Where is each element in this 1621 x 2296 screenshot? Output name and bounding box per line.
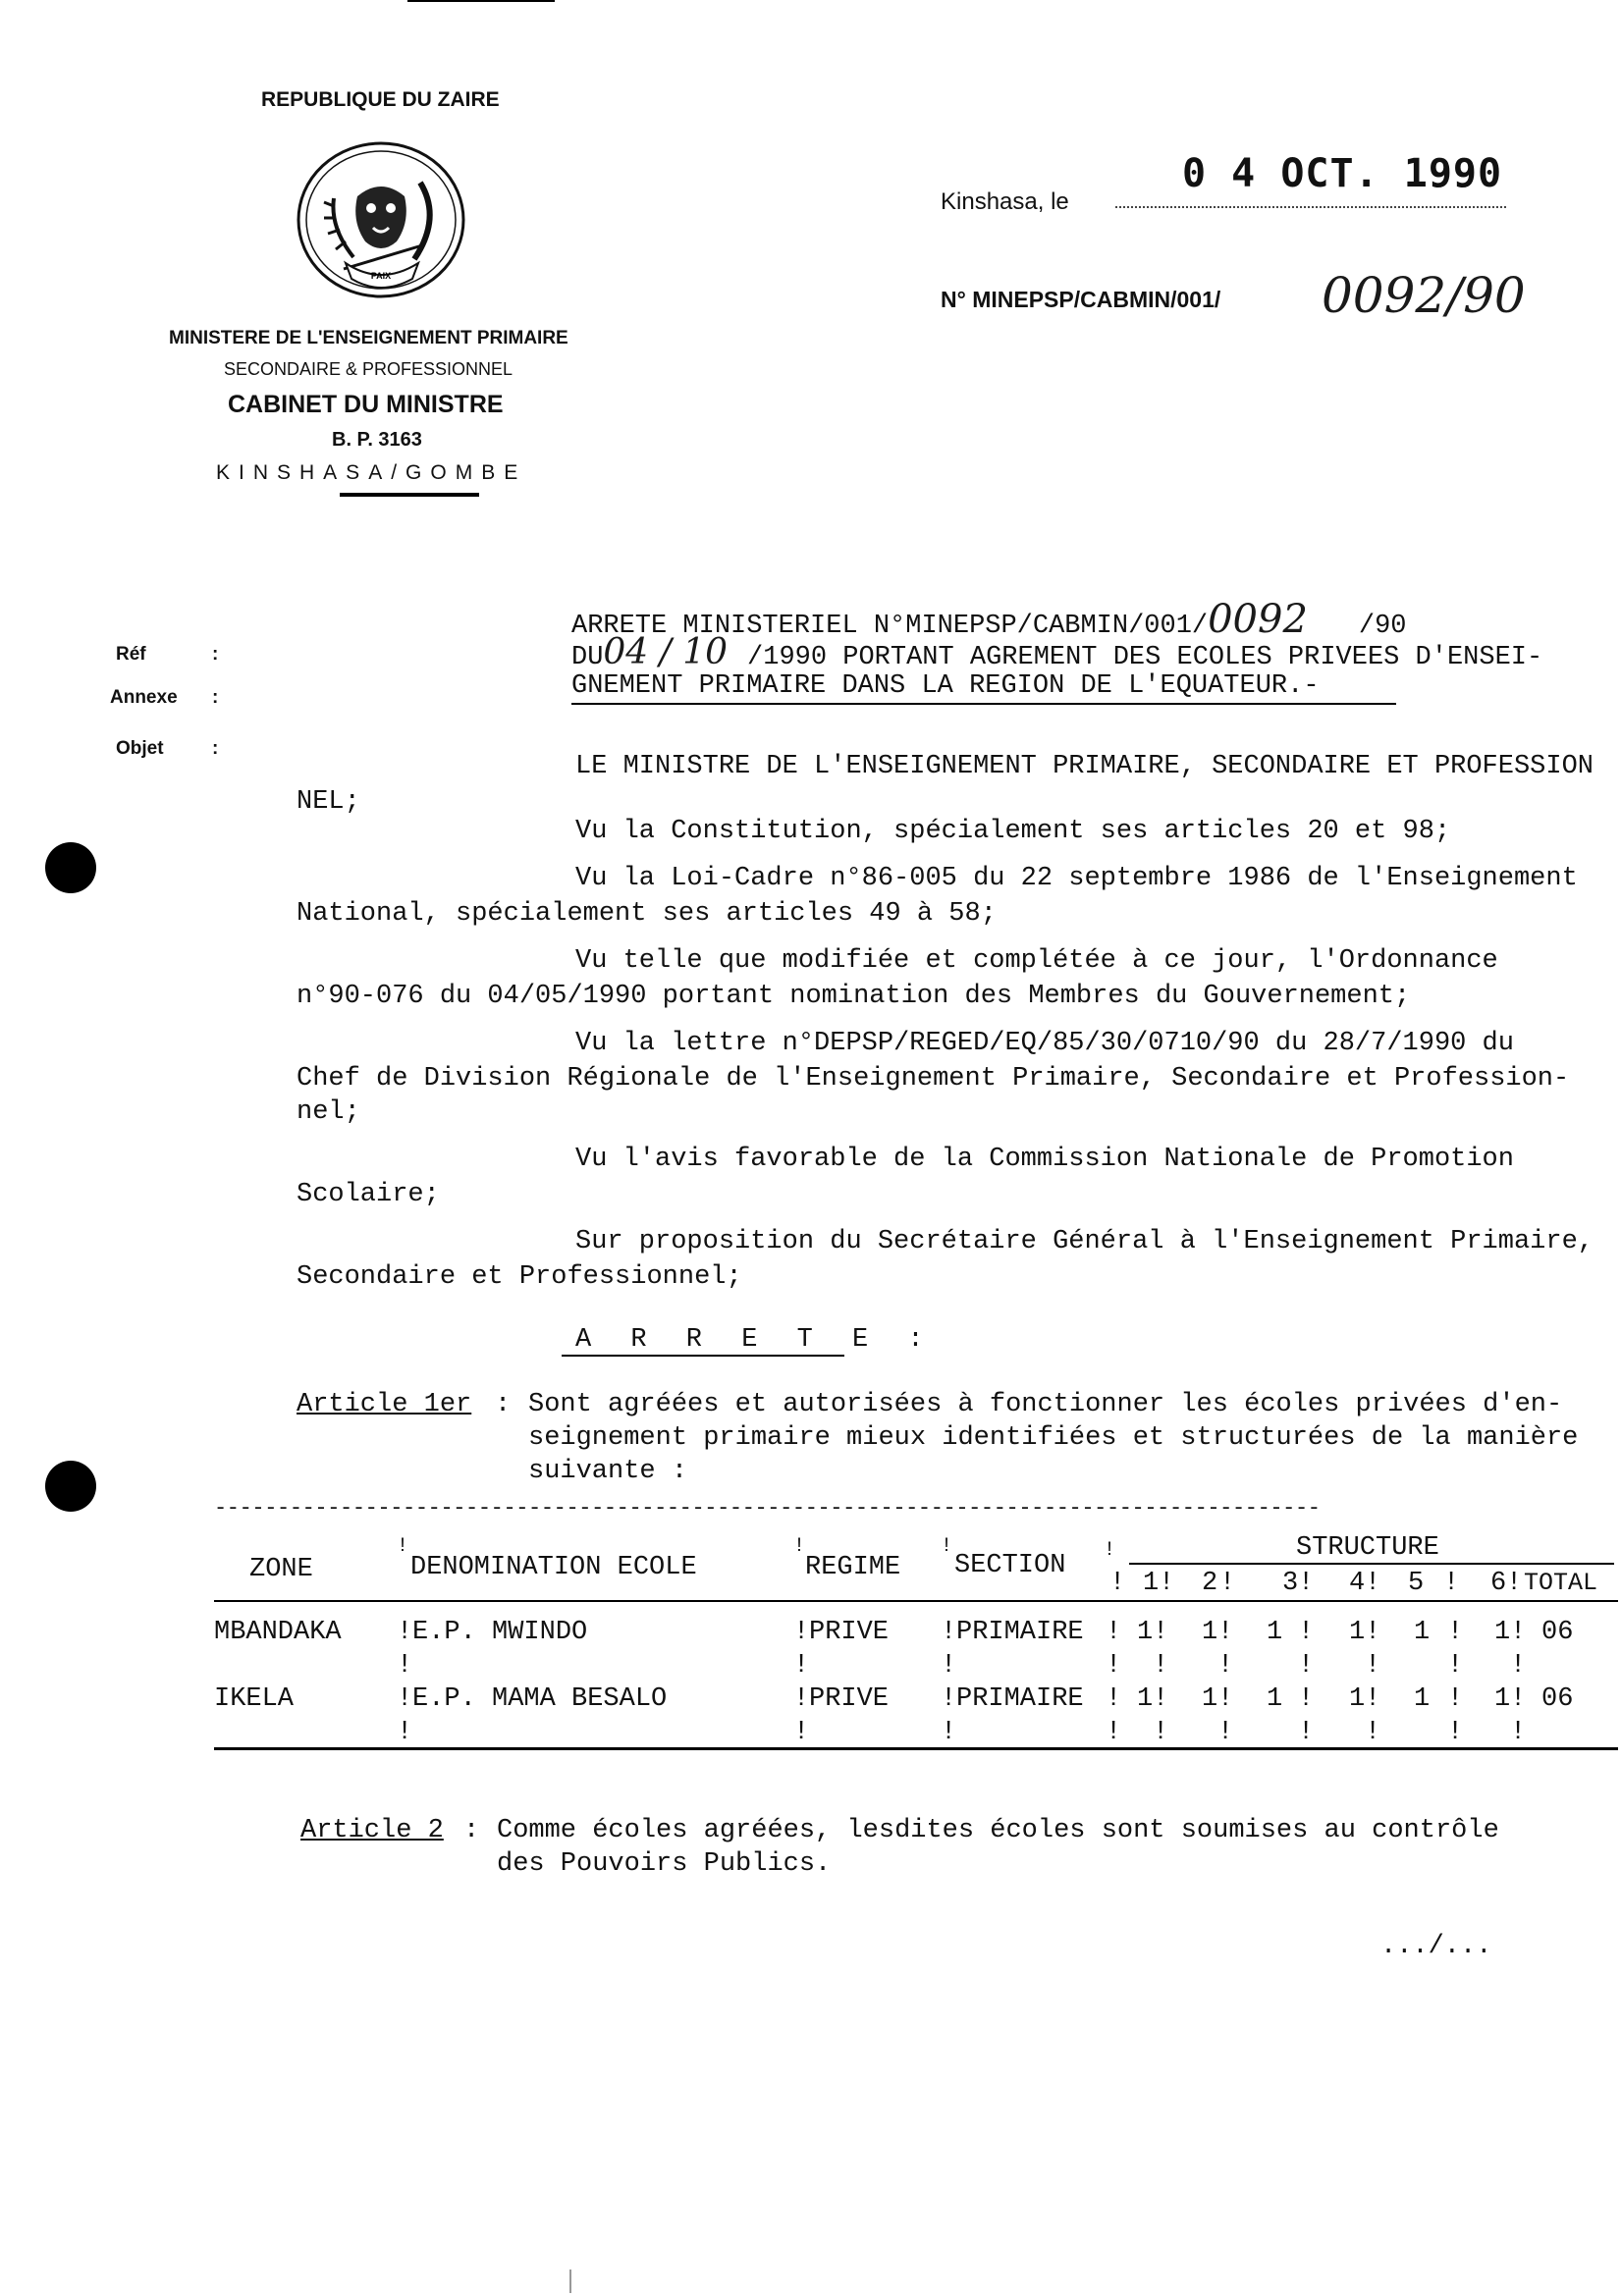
table-top-dashed-line: ---------------------------------------------------------------------------------------- bbox=[214, 1496, 1321, 1521]
row-2-c2: 1 bbox=[1202, 1684, 1218, 1714]
header-bang-2: ! bbox=[793, 1535, 806, 1558]
objet-label: Objet bbox=[116, 738, 164, 759]
row-2-bang-a: ! bbox=[397, 1684, 413, 1714]
header-bang-4: ! bbox=[1104, 1539, 1116, 1562]
ref-label: Réf bbox=[116, 644, 146, 665]
row-2-section: PRIMAIRE bbox=[956, 1684, 1084, 1714]
row-2-bang-b: ! bbox=[793, 1684, 810, 1714]
svg-text:PAIX: PAIX bbox=[370, 271, 392, 281]
considering-letter-a: Vu la lettre n°DEPSP/REGED/EQ/85/30/0710/90 du 28/7/1990 du bbox=[575, 1029, 1514, 1058]
header-bottom-line bbox=[214, 1600, 1618, 1602]
title-underline bbox=[571, 703, 1396, 705]
row-1-spacer-bang-s0: ! bbox=[1106, 1651, 1122, 1681]
row-2-spacer-bang-section: ! bbox=[941, 1718, 957, 1747]
annexe-colon: : bbox=[212, 687, 219, 708]
top-stray-line bbox=[407, 0, 555, 2]
reference-number-handwritten: 0092/90 bbox=[1322, 267, 1526, 324]
header-bang-1: ! bbox=[397, 1535, 409, 1558]
title-line-2-suffix: /1990 PORTANT AGREMENT DES ECOLES PRIVEES D'ENSEI- bbox=[747, 643, 1543, 672]
row-2-bang-h: ! bbox=[1365, 1684, 1381, 1714]
considering-framework-law-b: National, spécialement ses articles 49 à 58; bbox=[297, 899, 997, 929]
header-bang-6: ! bbox=[1159, 1569, 1175, 1598]
row-1-c3: 1 bbox=[1267, 1618, 1283, 1647]
considering-letter-b: Chef de Division Régionale de l'Enseignement Primaire, Secondaire et Profession- bbox=[297, 1064, 1570, 1094]
row-2-c6: 1 bbox=[1494, 1684, 1511, 1714]
ministry-line-1: MINISTERE DE L'ENSEIGNEMENT PRIMAIRE bbox=[169, 328, 568, 348]
row-2-spacer-bang-s5: ! bbox=[1447, 1718, 1464, 1747]
article-1-line-3: suivante : bbox=[528, 1457, 688, 1486]
header-col-2: 2 bbox=[1202, 1569, 1218, 1598]
row-1-zone: MBANDAKA bbox=[214, 1618, 342, 1647]
row-2-c5: 1 bbox=[1414, 1684, 1431, 1714]
header-col-4: 4 bbox=[1349, 1569, 1366, 1598]
considering-ordinance-b: n°90-076 du 04/05/1990 portant nomination des Membres du Gouvernement; bbox=[297, 982, 1411, 1011]
header-col-5: 5 bbox=[1408, 1569, 1425, 1598]
objet-colon: : bbox=[212, 738, 219, 759]
row-2-bang-i: ! bbox=[1447, 1684, 1464, 1714]
article-1-label: Article 1er bbox=[297, 1390, 472, 1419]
bottom-stray-mark bbox=[569, 2269, 571, 2293]
row-2-c1: 1 bbox=[1137, 1684, 1154, 1714]
row-2-bang-j: ! bbox=[1510, 1684, 1527, 1714]
article-2-line-1: Comme écoles agréées, lesdites écoles sont soumises au contrôle bbox=[497, 1816, 1499, 1845]
title-line-1-suffix: /90 bbox=[1358, 612, 1407, 641]
republic-title: REPUBLIQUE DU ZAIRE bbox=[261, 88, 500, 111]
row-1-spacer-bang-s3: ! bbox=[1298, 1651, 1315, 1681]
row-1-spacer-bang-s4: ! bbox=[1365, 1651, 1381, 1681]
article-1-line-2: seignement primaire mieux identifiées et structurées de la manière bbox=[528, 1423, 1579, 1453]
row-2-bang-e: ! bbox=[1153, 1684, 1169, 1714]
row-1-bang-c: ! bbox=[941, 1618, 957, 1647]
proposal-line-a: Sur proposition du Secrétaire Général à l'Enseignement Primaire, bbox=[575, 1227, 1594, 1256]
header-bang-10: ! bbox=[1443, 1569, 1460, 1598]
proposal-line-b: Secondaire et Professionnel; bbox=[297, 1262, 742, 1292]
article-2-separator: : bbox=[463, 1816, 480, 1845]
header-col-3: 3 bbox=[1282, 1569, 1299, 1598]
row-2-bang-d: ! bbox=[1106, 1684, 1122, 1714]
row-1-bang-h: ! bbox=[1365, 1618, 1381, 1647]
city-underline bbox=[340, 493, 479, 497]
title-line-1-handwritten: 0092 bbox=[1208, 597, 1308, 642]
table-bottom-line bbox=[214, 1747, 1618, 1750]
row-2-spacer-bang-s3: ! bbox=[1298, 1718, 1315, 1747]
minister-line-a: LE MINISTRE DE L'ENSEIGNEMENT PRIMAIRE, SECONDAIRE ET PROFESSION bbox=[575, 752, 1594, 781]
row-2-total: 06 bbox=[1541, 1684, 1574, 1714]
considering-opinion-a: Vu l'avis favorable de la Commission Nationale de Promotion bbox=[575, 1145, 1514, 1174]
row-1-bang-g: ! bbox=[1298, 1618, 1315, 1647]
row-1-spacer-bang-section: ! bbox=[941, 1651, 957, 1681]
row-1-bang-j: ! bbox=[1510, 1618, 1527, 1647]
row-2-regime: PRIVE bbox=[809, 1684, 890, 1714]
title-line-2-handwritten: 04 / 10 bbox=[603, 632, 729, 672]
considering-letter-c: nel; bbox=[297, 1097, 360, 1127]
title-line-3: GNEMENT PRIMAIRE DANS LA REGION DE L'EQUATEUR.- bbox=[571, 671, 1320, 701]
row-1-bang-b: ! bbox=[793, 1618, 810, 1647]
row-1-spacer-bang-s5: ! bbox=[1447, 1651, 1464, 1681]
header-total: TOTAL bbox=[1524, 1569, 1598, 1597]
header-bang-5: ! bbox=[1109, 1569, 1126, 1598]
row-1-denomination: E.P. MWINDO bbox=[412, 1618, 588, 1647]
row-2-spacer-bang-regime: ! bbox=[793, 1718, 810, 1747]
row-2-bang-f: ! bbox=[1217, 1684, 1234, 1714]
row-1-regime: PRIVE bbox=[809, 1618, 890, 1647]
header-bang-7: ! bbox=[1219, 1569, 1236, 1598]
row-2-spacer-bang-s0: ! bbox=[1106, 1718, 1122, 1747]
row-2-spacer-bang-s2: ! bbox=[1217, 1718, 1234, 1747]
row-1-bang-f: ! bbox=[1217, 1618, 1234, 1647]
header-structure: STRUCTURE bbox=[1296, 1533, 1439, 1563]
row-1-spacer-bang-s2: ! bbox=[1217, 1651, 1234, 1681]
considering-ordinance-a: Vu telle que modifiée et complétée à ce jour, l'Ordonnance bbox=[575, 946, 1498, 976]
city-line: KINSHASA/GOMBE bbox=[216, 461, 527, 484]
considering-framework-law-a: Vu la Loi-Cadre n°86-005 du 22 septembre 1986 de l'Enseignement bbox=[575, 864, 1578, 893]
cabinet-title: CABINET DU MINISTRE bbox=[228, 391, 504, 418]
reference-number-label: N° MINEPSP/CABMIN/001/ bbox=[941, 287, 1221, 312]
row-1-c4: 1 bbox=[1349, 1618, 1366, 1647]
row-1-c5: 1 bbox=[1414, 1618, 1431, 1647]
header-bang-3: ! bbox=[941, 1535, 953, 1558]
row-1-spacer-bang-regime: ! bbox=[793, 1651, 810, 1681]
header-bang-11: ! bbox=[1506, 1569, 1523, 1598]
row-1-bang-a: ! bbox=[397, 1618, 413, 1647]
row-1-total: 06 bbox=[1541, 1618, 1574, 1647]
article-2-label: Article 2 bbox=[300, 1816, 444, 1845]
article-1-line-1: Sont agréées et autorisées à fonctionner les écoles privées d'en- bbox=[528, 1390, 1563, 1419]
row-2-c3: 1 bbox=[1267, 1684, 1283, 1714]
header-col-6: 6 bbox=[1490, 1569, 1507, 1598]
row-1-section: PRIMAIRE bbox=[956, 1618, 1084, 1647]
row-2-spacer-bang-s1: ! bbox=[1153, 1718, 1169, 1747]
punch-hole-top bbox=[45, 842, 96, 893]
row-1-spacer-bangs: ! bbox=[397, 1651, 413, 1681]
considering-constitution: Vu la Constitution, spécialement ses articles 20 et 98; bbox=[575, 817, 1451, 846]
minister-line-b: NEL; bbox=[297, 787, 360, 817]
date-label: Kinshasa, le bbox=[941, 188, 1069, 215]
title-line-1-prefix: ARRETE MINISTERIEL N°MINEPSP/CABMIN/001/ bbox=[571, 612, 1209, 641]
row-1-bang-e: ! bbox=[1153, 1618, 1169, 1647]
date-stamp: 0 4 OCT. 1990 bbox=[1182, 151, 1503, 196]
header-section: SECTION bbox=[954, 1551, 1066, 1580]
row-2-zone: IKELA bbox=[214, 1684, 295, 1714]
arrete-heading: A R R E T E : bbox=[575, 1325, 936, 1355]
title-line-2-prefix: DU bbox=[571, 643, 604, 672]
row-2-bang-g: ! bbox=[1298, 1684, 1315, 1714]
header-col-1: 1 bbox=[1143, 1569, 1160, 1598]
header-bang-9: ! bbox=[1365, 1569, 1381, 1598]
article-2-line-2: des Pouvoirs Publics. bbox=[497, 1849, 832, 1879]
row-2-bang-c: ! bbox=[941, 1684, 957, 1714]
row-1-spacer-bang-s6: ! bbox=[1510, 1651, 1527, 1681]
row-2-spacer-bang-s6: ! bbox=[1510, 1718, 1527, 1747]
ministry-line-2: SECONDAIRE & PROFESSIONNEL bbox=[224, 359, 513, 379]
emblem-seal-icon bbox=[295, 139, 467, 300]
row-1-c2: 1 bbox=[1202, 1618, 1218, 1647]
row-1-c6: 1 bbox=[1494, 1618, 1511, 1647]
annexe-label: Annexe bbox=[110, 687, 178, 708]
row-1-spacer-bang-s1: ! bbox=[1153, 1651, 1169, 1681]
considering-opinion-b: Scolaire; bbox=[297, 1180, 440, 1209]
row-2-denomination: E.P. MAMA BESALO bbox=[412, 1684, 668, 1714]
header-regime: REGIME bbox=[805, 1553, 901, 1582]
ref-colon: : bbox=[212, 644, 219, 665]
row-1-bang-i: ! bbox=[1447, 1618, 1464, 1647]
row-1-bang-d: ! bbox=[1106, 1618, 1122, 1647]
date-dotted-line bbox=[1115, 206, 1506, 208]
row-2-spacer-bang-a: ! bbox=[397, 1718, 413, 1747]
national-emblem bbox=[295, 139, 467, 300]
punch-hole-bottom bbox=[45, 1461, 96, 1512]
header-zone: ZONE bbox=[249, 1555, 313, 1584]
header-denomination: DENOMINATION ECOLE bbox=[410, 1553, 697, 1582]
continuation-mark: .../... bbox=[1380, 1932, 1492, 1961]
header-bang-8: ! bbox=[1298, 1569, 1315, 1598]
row-2-spacer-bang-s4: ! bbox=[1365, 1718, 1381, 1747]
postal-box: B. P. 3163 bbox=[332, 429, 422, 451]
arrete-underline bbox=[562, 1355, 844, 1357]
structure-underline bbox=[1129, 1563, 1614, 1565]
article-1-separator: : bbox=[495, 1390, 512, 1419]
row-2-c4: 1 bbox=[1349, 1684, 1366, 1714]
row-1-c1: 1 bbox=[1137, 1618, 1154, 1647]
